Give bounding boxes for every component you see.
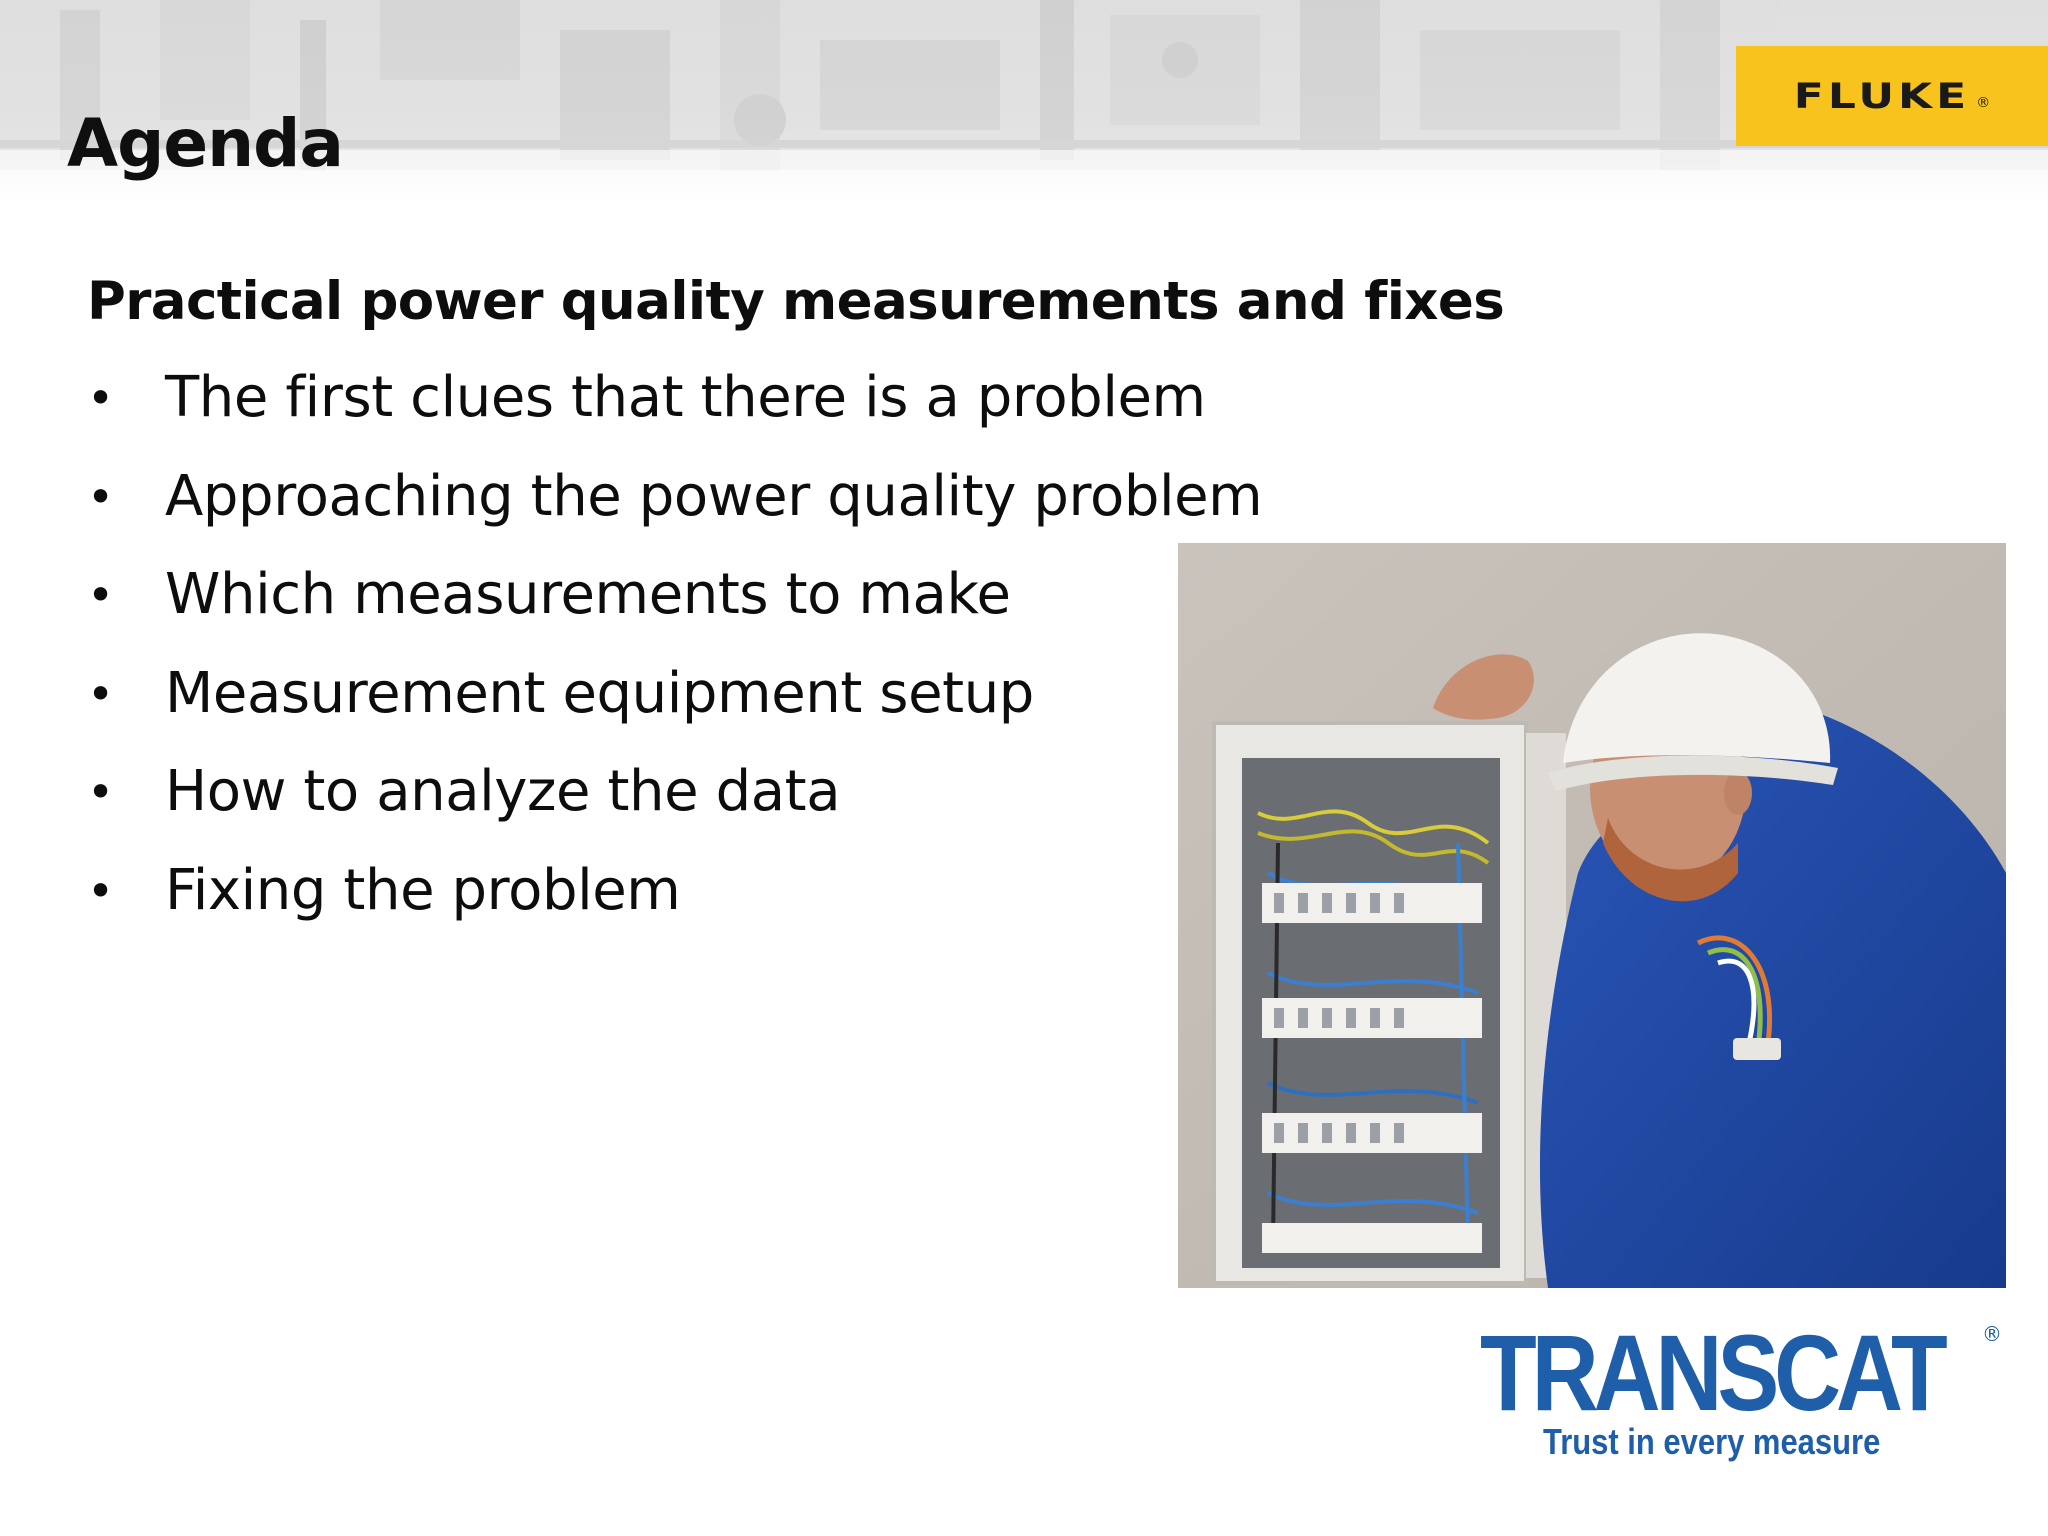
transcat-logo [1480, 1312, 2005, 1468]
agenda-item-text: How to analyze the data [165, 759, 841, 824]
fluke-logo [1736, 46, 2048, 146]
transcat-registered-mark: ® [1982, 1322, 2002, 1346]
agenda-subtitle: Practical power quality measurements and fixes [87, 271, 1505, 332]
agenda-item-text: The first clues that there is a problem [165, 365, 1206, 430]
bullet-dot: • [87, 863, 114, 918]
agenda-item-text: Fixing the problem [165, 857, 681, 923]
bullet-dot: • [87, 371, 114, 425]
agenda-item-text: Which measurements to make [165, 562, 1011, 627]
bullet-dot: • [87, 666, 114, 721]
fluke-logo-text: FLUKE [1793, 76, 1971, 116]
transcat-logo-text: TRANSCAT [1480, 1312, 1943, 1433]
transcat-tagline: Trust in every measure [1543, 1421, 1881, 1462]
electrician-panel-illustration [1178, 543, 2006, 1288]
bullet-dot: • [87, 469, 114, 524]
agenda-item-text: Approaching the power quality problem [165, 463, 1263, 529]
fluke-registered-mark: ® [1976, 95, 1991, 111]
header-banner [0, 0, 2048, 205]
agenda-item-text: Measurement equipment setup [165, 660, 1034, 726]
electrician-photo [1178, 543, 2006, 1288]
bullet-dot: • [87, 568, 114, 622]
bullet-dot: • [87, 765, 114, 819]
slide-title: Agenda [67, 105, 343, 182]
